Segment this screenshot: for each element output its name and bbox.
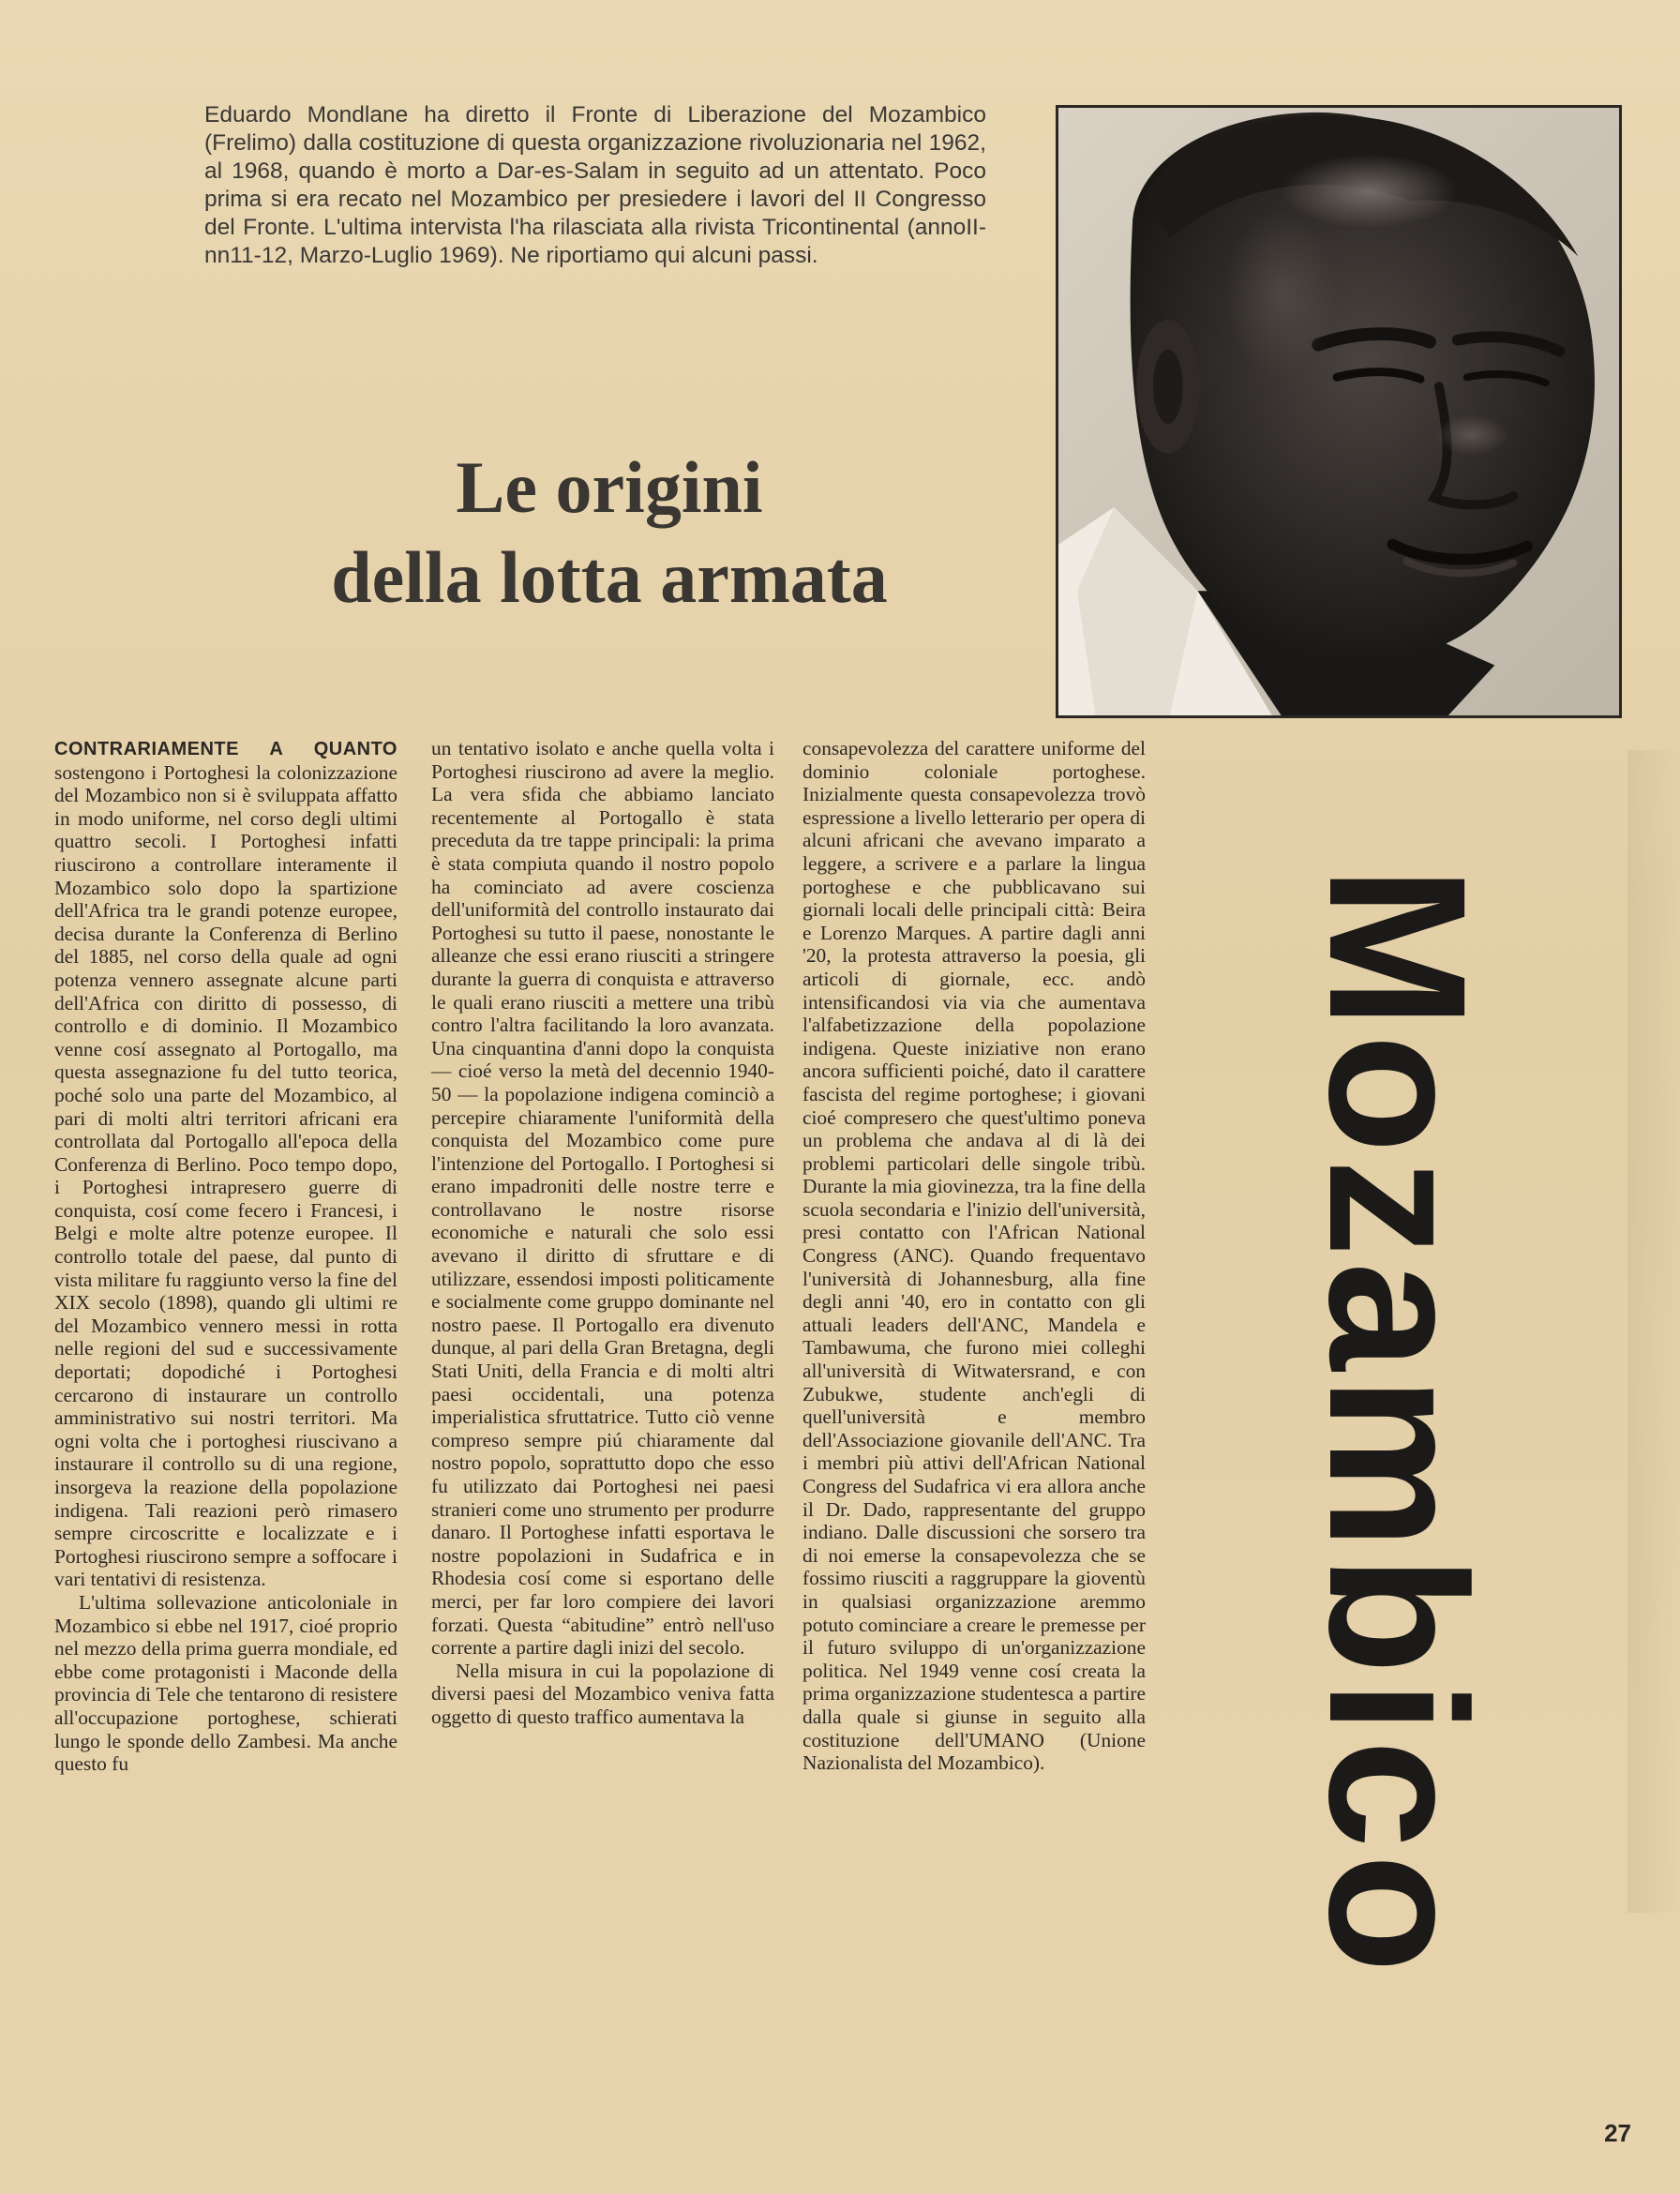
article-title-line-2: della lotta armata — [331, 536, 888, 618]
text-column-1 — [54, 737, 398, 1776]
text-column-2 — [431, 737, 774, 1729]
page-number: 27 — [1604, 2119, 1631, 2147]
vertical-heading — [1288, 747, 1506, 2097]
portrait-photo — [1056, 105, 1622, 718]
page-edge-shadow — [1628, 750, 1680, 1913]
col2-paragraph-1: un tentativo isolato e anche quella volta i Portoghesi riuscirono ad avere la meglio. La vera sfida che abbiamo lanciato recentemente al Portogallo è stata preceduta da tre tappe principali: la prima è stata compiuta quando il nostro popolo ha cominciato ad avere coscienza dell'uniformità del controllo instaurato dai Portoghesi su tutto il paese, nonostante le alleanze che essi erano riusciti a stringere durante la guerra di conquista e attraverso le quali erano riusciti a mettere una tribù contro l'altra facilitando la loro avanzata. Una cinquantina d'anni dopo la conquista — cioé verso la metà del decennio 1940-50 — la popolazione indigena cominciò a percepire chiaramente l'uniformità della conquista del Mozambico come pure l'intenzione del Portogallo. I Portoghesi si erano impadroniti delle nostre terre e controllavano le nostre risorse economiche e naturali che solo essi avevano il diritto di sfruttare e di utilizzare, essendosi imposti politicamente e socialmente come gruppo dominante nel nostro paese. Il Portogallo era divenuto dunque, al pari della Gran Bretagna, degli Stati Uniti, della Francia e di molti altri paesi occidentali, una potenza imperialistica sfruttatrice. Tutto ciò venne compreso sempre piú chiaramente dal nostro popolo, soprattutto dopo che esso fu utilizzato dai Portoghesi nei paesi stranieri come uno strumento per produrre danaro. Il Portoghese infatti esportava le nostre popolazioni in Sudafrica e in Rhodesia cosí come si esportano delle merci, per far loro compiere dei lavori forzati. Questa “abitudine” entrò nell'uso corrente a partire dagli inizi del secolo. — [431, 737, 774, 1660]
col2-paragraph-2: Nella misura in cui la popolazione di diversi paesi del Mozambico veniva fatta oggetto di questo traffico aumentava la — [431, 1659, 774, 1728]
text-column-3 — [802, 737, 1146, 1775]
article-title — [253, 443, 966, 623]
intro-paragraph: Eduardo Mondlane ha diretto il Fronte di Liberazione del Mozambico (Frelimo) dalla costituzione di questa organizzazione rivoluzionaria nel 1962, al 1968, quando è morto a Dar-es-Salam in seguito ad un attentato. Poco prima si era recato nel Mozambico per presiedere i lavori del II Congresso del Fronte. L'ultima intervista l'ha rilasciata alla rivista Tricontinental (annoII-nn11-12, Marzo-Luglio 1969). Ne riportiamo qui alcuni passi. — [204, 102, 986, 268]
col1-paragraph-1 — [54, 737, 398, 1591]
article-title-line-1: Le origini — [456, 446, 763, 528]
vertical-heading-text: Mozambico — [1288, 865, 1506, 1979]
col1-paragraph-1-body: sostengono i Portoghesi la colonizzazione del Mozambico non si è sviluppata affatto in modo uniforme, nel corso degli ultimi quattro secoli. I Portoghesi infatti riuscirono a controllare interamente il Mozambico solo dopo la spartizione dell'Africa tra le grandi potenze europee, decisa durante la Conferenza di Berlino del 1885, nel corso della quale ad ogni potenza vennero assegnate alcune parti dell'Africa con diritto di possesso, di controllo e di dominio. Il Mozambico venne cosí assegnato al Portogallo, ma questa assegnazione fu del tutto teorica, poché solo una parte del Mozambico, al pari di molti altri territori africani era controllata dal Portogallo all'epoca della Conferenza di Berlino. Poco tempo dopo, i Portoghesi intrapresero guerre di conquista, cosí come fecero i Francesi, i Belgi e molte altre potenze europee. Il controllo totale del paese, dal punto di vista militare fu raggiunto verso la fine del XIX secolo (1898), quando gli ultimi re del Mozambico vennero messi in rotta nelle regioni del sud e successivamente deportati; dopodiché i Portoghesi cercarono di instaurare un controllo amministrativo sui nostri territori. Ma ogni volta che i portoghesi riuscivano a instaurare il controllo su di una regione, insorgeva la reazione della popolazione indigena. Tali reazioni però rimasero sempre circoscritte e localizzate e i Portoghesi riuscirono sempre a soffocare i vari tentativi di resistenza. — [54, 760, 398, 1591]
col3-paragraph-1: consapevolezza del carattere uniforme del dominio coloniale portoghese. Inizialmente questa consapevolezza trovò espressione a livello letterario per opera di alcuni africani che avevano imparato a leggere, a scrivere e a parlare la lingua portoghese e che pubblicavano sui giornali locali delle principali città: Beira e Lorenzo Marques. A partire dagli anni '20, la protesta attraverso la poesia, gli articoli di giornale, ecc. andò intensificandosi via via che aumentava l'alfabetizzazione della popolazione indigena. Queste iniziative non erano ancora sufficienti poiché, dato il carattere fascista del regime portoghese; i giovani cioé compresero che quest'ultimo poneva un problema che andava al di là dei problemi particolari delle singole tribù. Durante la mia giovinezza, tra la fine della scuola secondaria e l'inizio dell'università, presi contatto con l'African National Congress (ANC). Quando frequentavo l'università di Johannesburg, alla fine degli anni '40, ero in contatto con gli attuali leaders dell'ANC, Mandela e Tambawuma, che furono miei colleghi all'università di Witwatersrand, e con Zubukwe, studente anch'egli di quell'università e membro dell'Associazione giovanile dell'ANC. Tra i membri più attivi dell'African National Congress del Sudafrica vi era allora anche il Dr. Dado, rappresentante del gruppo indiano. Dalle discussioni che sorsero tra di noi emerse la consapevolezza che se fossimo riusciti a raggruppare la gioventù in qualsiasi organizzazione aremmo potuto cominciare a creare le premesse per il futuro sviluppo di un'organizzazione politica. Nel 1949 venne cosí creata la prima organizzazione studentesca a partire dalla quale si giunse in seguito alla costituzione dell'UMANO (Unione Nazionalista del Mozambico). — [802, 737, 1146, 1775]
col1-paragraph-2: L'ultima sollevazione anticoloniale in Mozambico si ebbe nel 1917, cioé proprio nel mezzo della prima guerra mondiale, ed ebbe come protagonisti i Maconde della provincia di Tele che tentarono di resistere all'occupazione portoghese, schierati lungo le sponde dello Zambesi. Ma anche questo fu — [54, 1590, 398, 1776]
lead-in: CONTRARIAMENTE A QUANTO — [54, 739, 398, 759]
